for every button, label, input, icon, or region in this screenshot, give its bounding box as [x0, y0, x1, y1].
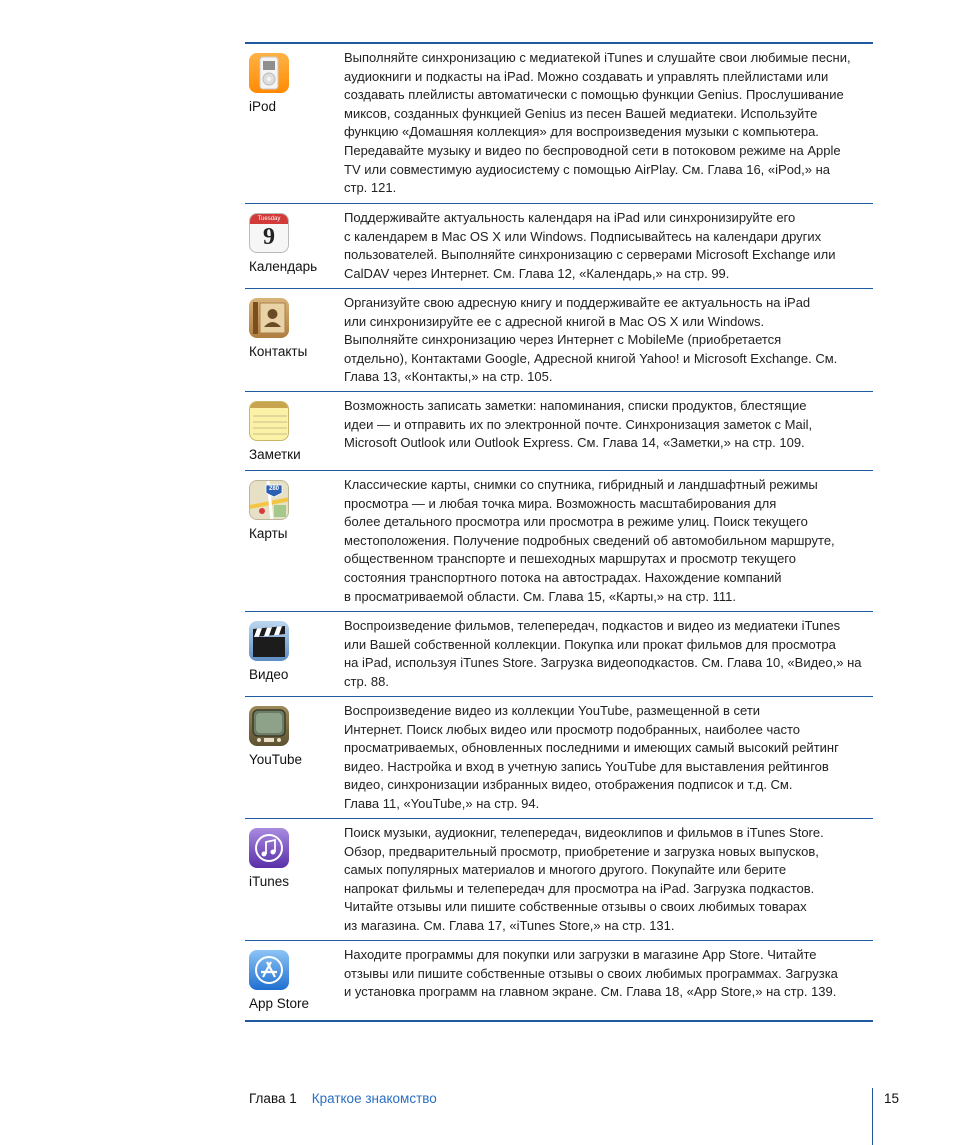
app-name: Видео [249, 667, 289, 682]
chapter-label: Глава 1 [249, 1091, 297, 1106]
description-line: видео. Настройка и вход в учетную запись YouTube для выставления рейтингов [344, 758, 829, 774]
description-line: и установка программ на главном экране. См. Глава 18, «App Store,» на стр. 139. [344, 984, 837, 1000]
description-line: или Вашей собственной коллекции. Покупка или прокат фильмов для просмотра [344, 636, 836, 652]
ipod-icon [249, 53, 289, 93]
app-name: YouTube [249, 752, 303, 767]
app-name: Календарь [249, 259, 318, 274]
app-name: Контакты [249, 344, 308, 359]
description-line: Глава 13, «Контакты,» на стр. 105. [344, 369, 553, 385]
app-cell [245, 44, 344, 203]
description-line: Классические карты, снимки со спутника, гибридный и ландшафтный режимы [344, 477, 818, 492]
description-line: миксов, созданных функцией Genius из песен Вашей медиатеки. Используйте [344, 105, 818, 121]
app-description [344, 697, 873, 818]
app-row-calendar [245, 203, 873, 288]
app-name: iTunes [249, 874, 290, 889]
app-row-youtube [245, 696, 873, 818]
description-line: TV или совместимую аудиосистему с помощью AirPlay. См. Глава 16, «iPod,» на [344, 161, 831, 177]
app-description [344, 289, 873, 391]
description-line: Глава 11, «YouTube,» на стр. 94. [344, 795, 540, 811]
itunes-note-icon [249, 828, 289, 868]
description-line: с календарем в Mac OS X или Windows. Подписывайтесь на календари других [344, 228, 822, 244]
app-description [344, 612, 873, 696]
app-row-maps [245, 470, 873, 611]
contacts-icon [249, 298, 289, 338]
description-line: местоположения. Получение подробных сведений об автомобильном маршруте, [344, 532, 835, 548]
description-line: Выполняйте синхронизацию через Интернет с MobileMe (приобретается [344, 332, 782, 348]
calendar-icon [249, 213, 289, 253]
description-line: Интернет. Поиск любых видео или просмотр подобранных, наиболее часто [344, 721, 800, 737]
app-cell [245, 819, 344, 940]
chapter-title-link[interactable]: Краткое знакомство [311, 1091, 437, 1106]
description-line: просматриваемых, обновленных последними и имеющих самый высокий рейтинг [344, 740, 839, 756]
maps-icon [249, 480, 289, 520]
description-line: Возможность записать заметки: напоминания, списки продуктов, блестящие [344, 398, 807, 413]
description-line: из магазина. См. Глава 17, «iTunes Store,» на стр. 131. [344, 917, 675, 933]
description-line: CalDAV через Интернет. См. Глава 12, «Календарь,» на стр. 99. [344, 265, 730, 281]
description-line: более детального просмотра или просмотра в режиме улиц. Поиск текущего [344, 514, 808, 530]
description-line: общественном транспорте и пешеходных маршрутах и просмотр текущего [344, 551, 796, 567]
app-cell [245, 289, 344, 391]
app-cell [245, 941, 344, 1020]
app-cell [245, 471, 344, 611]
notes-icon [249, 401, 289, 441]
description-line: Передавайте музыку и видео по беспроводной сети в потоковом режиме на Apple [344, 142, 841, 158]
description-line: Организуйте свою адресную книгу и поддерживайте ее актуальность на iPad [344, 295, 811, 310]
youtube-tv-icon [249, 706, 289, 746]
page-footer [249, 1091, 437, 1106]
app-description [344, 204, 873, 288]
description-line: на iPad, используя iTunes Store. Загрузка видеоподкастов. См. Глава 10, «Видео,» на [344, 655, 862, 671]
description-line: Microsoft Outlook или Outlook Express. См. Глава 14, «Заметки,» на стр. 109. [344, 435, 805, 451]
apps-table [245, 42, 873, 1022]
description-line: стр. 121. [344, 180, 397, 196]
description-line: Обзор, предварительный просмотр, приобретение и загрузка новых выпусков, [344, 843, 819, 859]
calendar-date: 9 [263, 224, 275, 250]
table-bottom-rule [245, 1020, 873, 1022]
description-line: видео, синхронизации избранных видео, отображения подписок и т.д. См. [344, 777, 793, 793]
description-line: Поддерживайте актуальность календаря на iPad или синхронизируйте его [344, 210, 796, 225]
description-line: Выполняйте синхронизацию с медиатекой iTunes и слушайте свои любимые песни, [344, 50, 851, 65]
video-clapper-icon [249, 621, 289, 661]
page-number-divider [872, 1088, 873, 1145]
description-line: Находите программы для покупки или загрузки в магазине App Store. Читайте [344, 947, 817, 962]
description-line: идеи — и отправить их по электронной почте. Синхронизация заметок с Mail, [344, 416, 813, 432]
app-description [344, 392, 873, 470]
app-row-ipod [245, 42, 873, 203]
description-line: аудиокниги и подкасты на iPad. Можно создавать и управлять плейлистами или [344, 68, 829, 84]
description-line: Поиск музыки, аудиокниг, телепередач, видеоклипов и фильмов в iTunes Store. [344, 825, 824, 840]
calendar-day-label: Tuesday [250, 214, 288, 224]
app-row-contacts [245, 288, 873, 391]
description-line: стр. 88. [344, 673, 389, 689]
app-description [344, 44, 873, 203]
app-cell [245, 612, 344, 696]
page-number: 15 [884, 1091, 900, 1106]
app-cell [245, 697, 344, 818]
highway-shield-number: 280 [268, 486, 279, 492]
description-line: пользователей. Выполняйте синхронизацию с серверами Microsoft Exchange или [344, 247, 836, 263]
description-line: создавать плейлисты автоматически с помощью функции Genius. Прослушивание [344, 87, 844, 103]
app-name: Карты [249, 526, 288, 541]
app-cell [245, 204, 344, 288]
description-line: отдельно), Контактами Google, Адресной книгой Yahoo! и Microsoft Exchange. См. [344, 350, 838, 366]
description-line: в просматриваемой области. См. Глава 15, «Карты,» на стр. 111. [344, 588, 736, 604]
description-line: отзывы или пишите собственные отзывы о своих любимых программах. Загрузка [344, 965, 838, 981]
description-line: Воспроизведение видео из коллекции YouTube, размещенной в сети [344, 703, 761, 718]
description-line: состояния транспортного потока на автострадах. Нахождение компаний [344, 569, 782, 585]
description-line: напрокат фильмы и телепередач для просмотра на iPad. Загрузка подкастов. [344, 880, 815, 896]
app-row-notes [245, 391, 873, 470]
app-store-icon [249, 950, 289, 990]
app-description [344, 819, 873, 940]
app-name: App Store [249, 996, 310, 1011]
description-line: или синхронизируйте ее с адресной книгой в Mac OS X или Windows. [344, 313, 765, 329]
app-name: Заметки [249, 447, 301, 462]
app-description [344, 941, 873, 1020]
description-line: просмотра — и любая точка мира. Возможность масштабирования для [344, 495, 777, 511]
app-cell [245, 392, 344, 470]
app-description [344, 471, 873, 611]
description-line: функцию «Домашняя коллекция» для воспроизведения музыки с компьютера. [344, 124, 819, 140]
app-row-video [245, 611, 873, 696]
description-line: Воспроизведение фильмов, телепередач, подкастов и видео из медиатеки iTunes [344, 618, 841, 633]
description-line: Читайте отзывы или пишите собственные отзывы о своих любимых товарах [344, 899, 807, 915]
app-name: iPod [249, 99, 277, 114]
description-line: самых популярных материалов и многого другого. Покупайте или берите [344, 862, 787, 878]
app-row-itunes [245, 818, 873, 940]
app-row-app-store [245, 940, 873, 1020]
